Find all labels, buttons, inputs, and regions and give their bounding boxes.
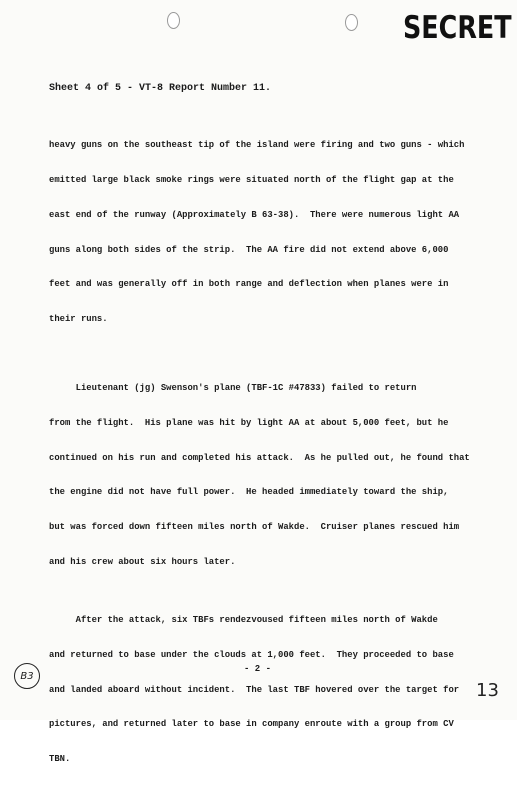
- secret-stamp: SECRET: [403, 10, 512, 46]
- text-line: guns along both sides of the strip. The AA fire did not extend above 6,000: [49, 244, 449, 255]
- page-number: - 2 -: [244, 664, 272, 674]
- text-line: but was forced down fifteen miles north of Wakde. Cruiser planes rescued him: [49, 522, 460, 533]
- text-line: pictures, and returned later to base in company enroute with a group from CV: [49, 719, 454, 730]
- archive-number: 13: [476, 680, 499, 701]
- text-line: their runs.: [49, 314, 108, 325]
- paragraph-3: [49, 592, 479, 789]
- punch-hole-left: [167, 12, 180, 29]
- text-line: After the attack, six TBFs rendezvoused fifteen miles north of Wakde: [49, 614, 438, 625]
- text-line: and landed aboard without incident. The last TBF hovered over the target for: [49, 684, 460, 695]
- punch-hole-right: [345, 14, 358, 31]
- report-body: [49, 117, 479, 789]
- circled-mark: B3: [14, 663, 40, 689]
- text-line: east end of the runway (Approximately B 63-38). There were numerous light AA: [49, 209, 460, 220]
- text-line: Lieutenant (jg) Swenson's plane (TBF-1C #47833) failed to return: [49, 383, 417, 394]
- text-line: continued on his run and completed his attack. As he pulled out, he found that: [49, 452, 470, 463]
- paragraph-2: [49, 360, 479, 592]
- text-line: heavy guns on the southeast tip of the island were firing and two guns - which: [49, 140, 465, 151]
- text-line: and returned to base under the clouds at 1,000 feet. They proceeded to base: [49, 649, 454, 660]
- text-line: emitted large black smoke rings were situated north of the flight gap at the: [49, 174, 454, 185]
- text-line: and his crew about six hours later.: [49, 556, 236, 567]
- text-line: TBN.: [49, 754, 71, 765]
- sheet-header: Sheet 4 of 5 - VT-8 Report Number 11.: [49, 83, 272, 94]
- paragraph-1: [49, 117, 479, 349]
- text-line: feet and was generally off in both range and deflection when planes were in: [49, 279, 449, 290]
- text-line: the engine did not have full power. He headed immediately toward the ship,: [49, 487, 449, 498]
- text-line: from the flight. His plane was hit by light AA at about 5,000 feet, but he: [49, 417, 449, 428]
